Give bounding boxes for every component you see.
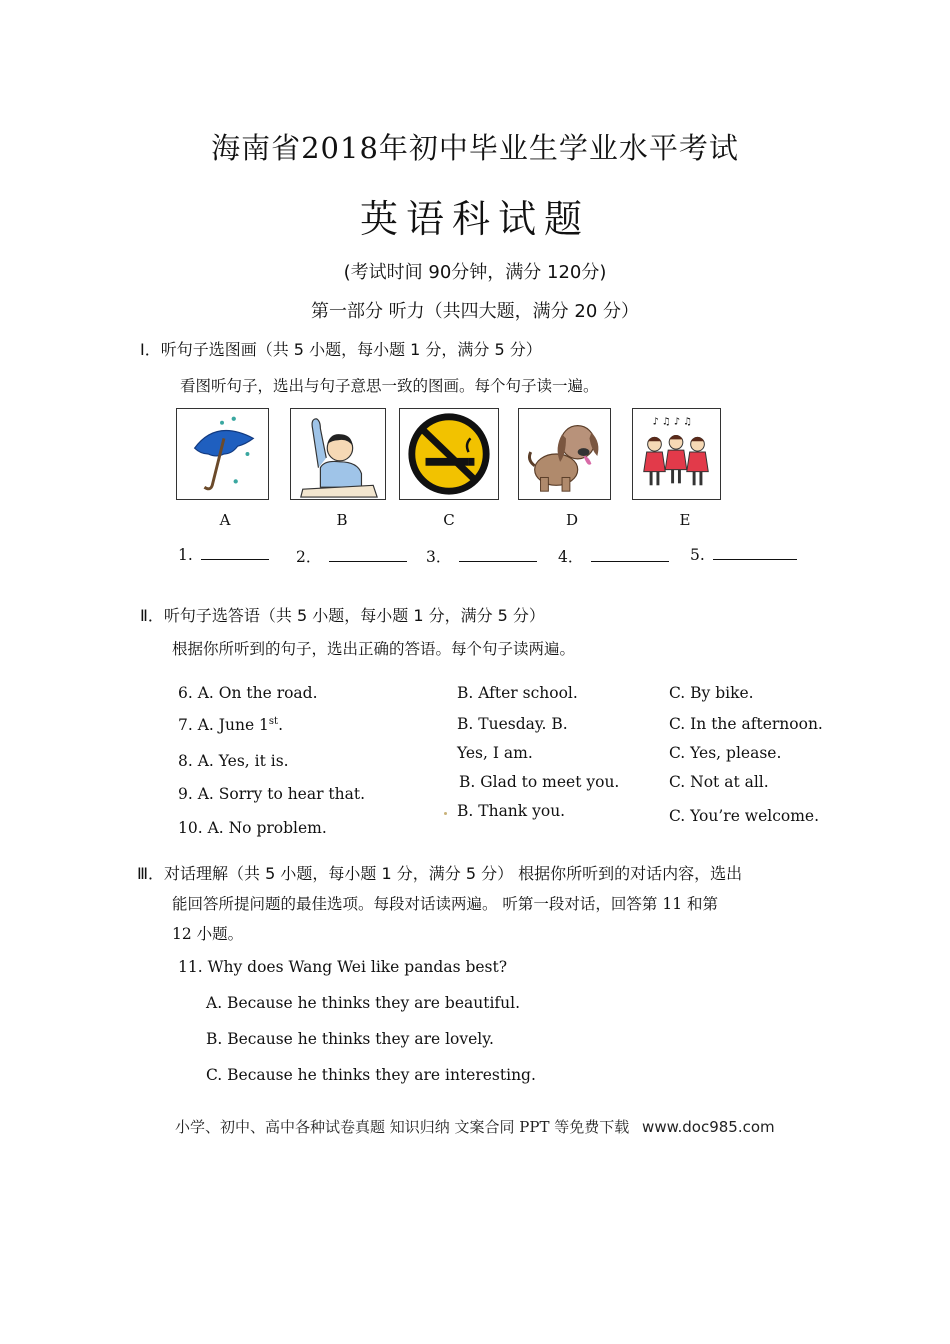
picture-label-a: A [219, 511, 231, 529]
picture-label-b: B [336, 511, 348, 529]
dog-icon [519, 409, 610, 499]
blank-number: 1. [178, 546, 193, 564]
stray-dot [444, 812, 447, 815]
q7-option-a-sup: st [268, 716, 279, 727]
q7-option-b: B. Tuesday. B. [457, 715, 568, 733]
picture-b [290, 408, 386, 500]
picture-label-c: C [443, 511, 455, 529]
blank-number: 5. [690, 546, 705, 564]
svg-text:♪ ♫ ♪ ♫: ♪ ♫ ♪ ♫ [652, 416, 692, 428]
blank-line [329, 547, 407, 562]
q9-option-c: C. Not at all. [669, 773, 769, 791]
q9-option-b: B. Glad to meet you. [459, 773, 620, 791]
picture-label-d: D [565, 511, 579, 529]
answer-blank-5 [690, 545, 797, 564]
section3-heading-line3: 12 小题。 [172, 925, 244, 943]
section2-heading: Ⅱ．听句子选答语（共 5 小题，每小题 1 分，满分 5 分） [140, 606, 545, 625]
q7-option-a [178, 716, 283, 734]
no-smoking-sign-icon [400, 409, 498, 499]
section1-heading: Ⅰ．听句子选图画（共 5 小题，每小题 1 分，满分 5 分） [140, 340, 542, 359]
blank-line [459, 547, 537, 562]
subject-title: 英语科试题 [359, 197, 590, 241]
picture-a [176, 408, 269, 500]
section1-instruction: 看图听句子，选出与句子意思一致的图画。每个句子读一遍。 [180, 377, 599, 395]
q10-option-c: C. You’re welcome. [669, 807, 820, 825]
footer-url: www.doc985.com [642, 1118, 775, 1136]
picture-label-e: E [679, 511, 691, 529]
part-title: 第一部分 听力（共四大题，满分 20 分） [310, 301, 640, 322]
exam-title: 海南省2018年初中毕业生学业水平考试 [211, 131, 739, 165]
q6-option-b: B. After school. [457, 684, 578, 702]
q7-option-a-text: 7. A. June 1 [178, 716, 269, 735]
q10-option-a: 10. A. No problem. [178, 819, 327, 837]
blank-line [713, 545, 797, 560]
picture-d [518, 408, 611, 500]
q10-option-b: B. Thank you. [457, 802, 566, 820]
footer-text [175, 1116, 775, 1137]
q11-option-b: B. Because he thinks they are lovely. [206, 1030, 494, 1048]
exam-info: (考试时间 90分钟，满分 120分) [343, 262, 607, 283]
q8-option-c: C. Yes, please. [669, 744, 782, 762]
picture-e [632, 408, 721, 500]
q11-option-c: C. Because he thinks they are interesting. [206, 1066, 536, 1084]
blank-line [591, 547, 669, 562]
blank-number: 3． [426, 548, 452, 566]
blank-line [201, 545, 269, 560]
answer-blank-3 [426, 545, 537, 567]
q7-option-c: C. In the afternoon. [669, 715, 823, 733]
q8-option-a: 8. A. Yes, it is. [178, 752, 289, 770]
section3-heading-line2: 能回答所提问题的最佳选项。每段对话读两遍。 听第一段对话，回答第 11 和第 [172, 895, 719, 913]
boy-raising-hand-icon [291, 409, 385, 499]
answer-blank-4 [558, 545, 669, 567]
q6-option-a: 6. A. On the road. [178, 684, 318, 702]
picture-c [399, 408, 499, 500]
footer-description: 小学、初中、高中各种试卷真题 知识归纳 文案合同 PPT 等免费下载 [175, 1118, 630, 1136]
q9-option-a: 9. A. Sorry to hear that. [178, 785, 366, 803]
q6-option-c: C. By bike. [669, 684, 754, 702]
section3-heading: Ⅲ．对话理解（共 5 小题，每小题 1 分，满分 5 分） 根据你所听到的对话内容，选出 [137, 864, 743, 883]
q11-option-a: A. Because he thinks they are beautiful. [206, 994, 521, 1012]
answer-blank-2 [296, 545, 407, 567]
answer-blank-1 [178, 545, 269, 564]
girls-singing-icon [633, 409, 720, 499]
blank-number: 2． [296, 548, 322, 566]
umbrella-rain-icon [177, 409, 268, 499]
blank-number: 4． [558, 548, 584, 566]
q11-stem: 11. Why does Wang Wei like pandas best? [178, 958, 508, 976]
q8-option-b: Yes, I am. [457, 744, 533, 762]
q7-option-a-end: . [278, 716, 283, 735]
section2-instruction: 根据你所听到的句子，选出正确的答语。每个句子读两遍。 [172, 640, 576, 658]
